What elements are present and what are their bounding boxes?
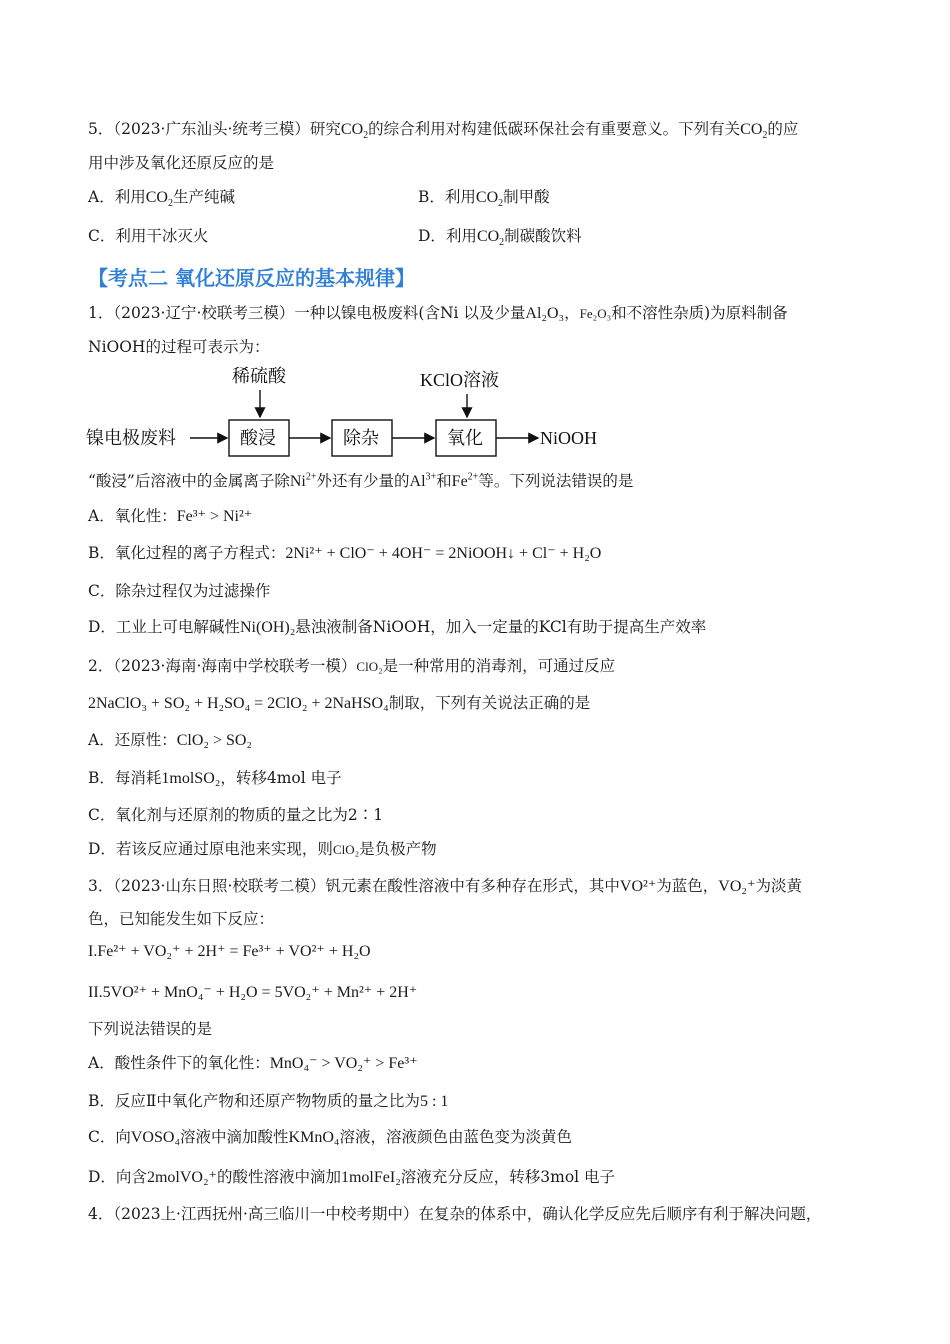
q4-stem-line1: 4．（2023上·江西抚州·高三临川一中校考期中）在复杂的体系中，确认化学反应先后顺序有利于解决问题， bbox=[88, 1205, 822, 1223]
q2-option-b[interactable]: B．每消耗1molSO₂，转移4mol 电子 bbox=[88, 769, 342, 787]
q5-stem-line1: 5．（2023·广东汕头·统考三模）研究$CO_2$的综合利用对构建低碳环保社会有重要意义。下列有关$CO_2$的应 bbox=[88, 120, 799, 142]
q3-equation-1: I.Fe²⁺ + VO₂⁺ + 2H⁺ = Fe³⁺ + VO²⁺ + H₂O bbox=[88, 943, 371, 960]
section-heading: 【考点二 氧化还原反应的基本规律】 bbox=[88, 266, 415, 290]
q2-option-a[interactable]: A．还原性：ClO₂ > SO₂ bbox=[88, 731, 253, 749]
q2-option-c[interactable]: C．氧化剂与还原剂的物质的量之比为2∶1 bbox=[88, 806, 384, 824]
q3-stem-line2: 色，已知能发生如下反应： bbox=[88, 910, 275, 928]
q3-stem-line1: 3．（2023·山东日照·校联考二模）钒元素在酸性溶液中有多种存在形式，其中VO²⁺为蓝色，VO₂⁺为淡黄 bbox=[88, 877, 802, 895]
q5-stem-line2: 用中涉及氧化还原反应的是 bbox=[88, 154, 275, 172]
step-impurity-removal: 除杂 bbox=[343, 428, 379, 448]
formula-co2: $CO_2$ bbox=[740, 121, 768, 142]
q3-option-c[interactable]: C．向VOSO₄溶液中滴加酸性KMnO₄溶液，溶液颜色由蓝色变为淡黄色 bbox=[88, 1128, 572, 1146]
q3-option-d[interactable]: D．向含2molVO₂⁺的酸性溶液中滴加1molFeI₂溶液充分反应，转移3mol 电子 bbox=[88, 1168, 616, 1186]
q2-stem-line1: 2．（2023·海南·海南中学校联考一模）ClO₂是一种常用的消毒剂，可通过反应 bbox=[88, 657, 616, 675]
output-label: NiOOH bbox=[540, 428, 597, 448]
q5-option-d[interactable]: D．利用$CO_2$制碳酸饮料 bbox=[418, 227, 582, 249]
q1-stem-line2: NiOOH的过程可表示为： bbox=[88, 338, 270, 356]
q1-option-d[interactable]: D．工业上可电解碱性Ni(OH)₂悬浊液制备NiOOH，加入一定量的KCl有助于提高生产效率 bbox=[88, 618, 707, 636]
q1-option-b[interactable]: B．氧化过程的离子方程式：2Ni²⁺ + ClO⁻ + 4OH⁻ = 2NiOOH↓ + Cl⁻ + H₂O bbox=[88, 544, 602, 562]
step-acid-leaching: 酸浸 bbox=[240, 428, 276, 448]
q5-option-b[interactable]: B．利用$CO_2$制甲酸 bbox=[418, 188, 550, 210]
q5-option-c[interactable]: C．利用干冰灭火 bbox=[88, 227, 209, 245]
q3-stem-line3: 下列说法错误的是 bbox=[88, 1020, 213, 1038]
reagent-dilute-sulfuric-acid: 稀硫酸 bbox=[232, 366, 286, 386]
q3-option-b[interactable]: B．反应Ⅱ中氧化产物和还原产物物质的量之比为5 : 1 bbox=[88, 1092, 449, 1110]
q3-option-a[interactable]: A．酸性条件下的氧化性：MnO₄⁻ > VO₂⁺ > Fe³⁺ bbox=[88, 1054, 418, 1072]
process-flow-diagram bbox=[82, 360, 642, 470]
q1-option-c[interactable]: C．除杂过程仅为过滤操作 bbox=[88, 582, 271, 600]
input-label: 镍电极废料 bbox=[86, 428, 176, 448]
q2-option-d[interactable]: D．若该反应通过原电池来实现，则ClO₂是负极产物 bbox=[88, 840, 437, 858]
q3-equation-2: II.5VO²⁺ + MnO₄⁻ + H₂O = 5VO₂⁺ + Mn²⁺ + 2H⁺ bbox=[88, 984, 418, 1001]
q1-note: “酸浸”后溶液中的金属离子除$Ni^{2+}$外还有少量的$Al^{3+}$和$Fe^{2+}$等。下列说法错误的是 bbox=[88, 471, 634, 490]
step-oxidation: 氧化 bbox=[447, 428, 483, 448]
reagent-kclo-solution: KClO溶液 bbox=[420, 370, 500, 390]
q2-stem-line2: 2NaClO₃ + SO₂ + H₂SO₄ = 2ClO₂ + 2NaHSO₄制取，下列有关说法正确的是 bbox=[88, 694, 591, 712]
formula-co2: $CO_2$ bbox=[340, 121, 369, 142]
q1-option-a[interactable]: A．氧化性：Fe³⁺ > Ni²⁺ bbox=[88, 507, 253, 525]
q5-option-a[interactable]: A．利用$CO_2$生产纯碱 bbox=[88, 188, 235, 210]
q1-stem-line1: 1．（2023·辽宁·校联考三模）一种以镍电极废料(含Ni 以及少量Al₂O₃，Fe₂O₃和不溶性杂质)为原料制备 bbox=[88, 304, 788, 322]
